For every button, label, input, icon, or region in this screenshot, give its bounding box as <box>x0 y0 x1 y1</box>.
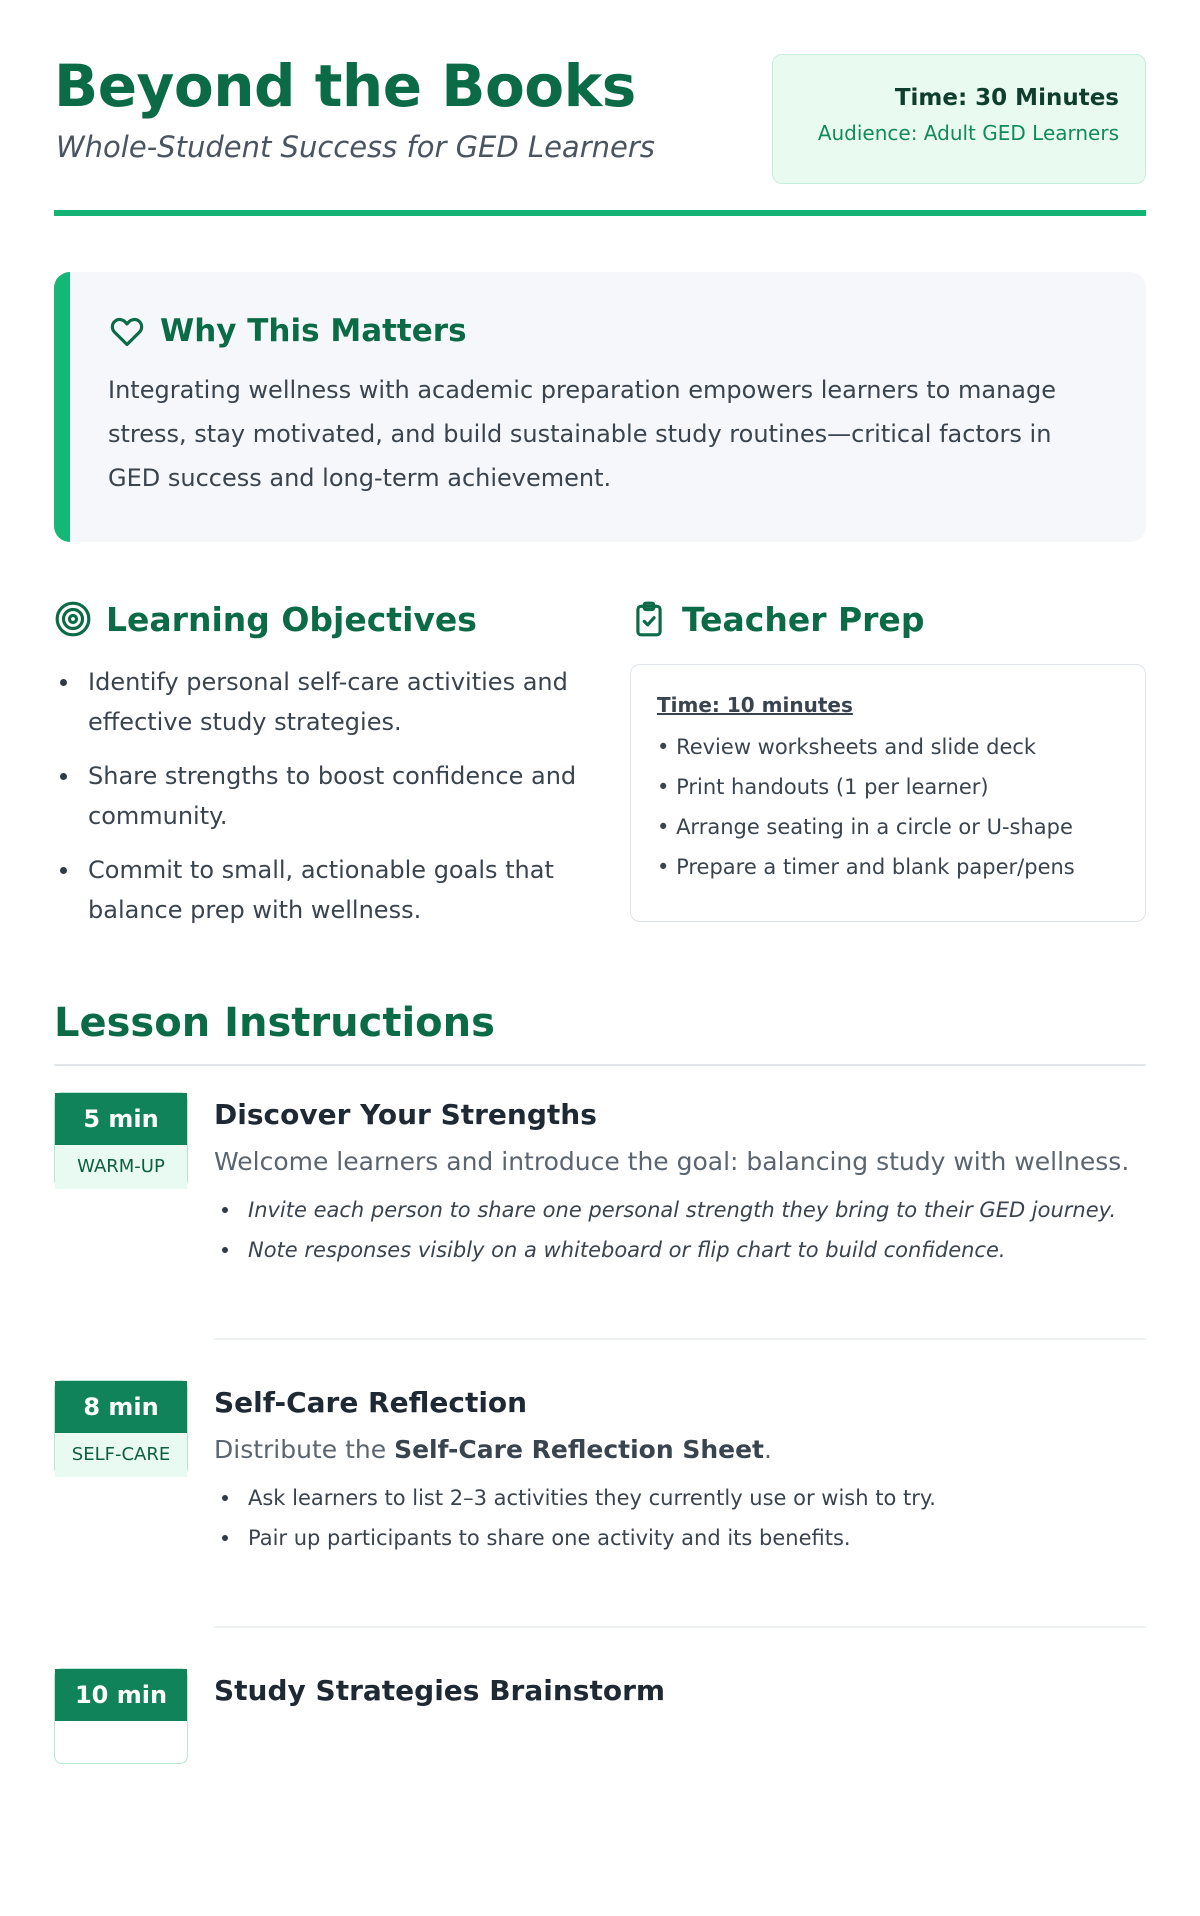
page-title: Beyond the Books <box>54 52 636 120</box>
target-icon <box>54 600 92 638</box>
step-title: Study Strategies Brainstorm <box>214 1674 666 1707</box>
prep-list <box>657 727 1119 887</box>
list-item: • Review worksheets and slide deck <box>657 727 1119 767</box>
list-item: Commit to small, actionable goals that balance prep with wellness. <box>54 850 594 930</box>
step-duration: 8 min <box>55 1381 187 1433</box>
step-body <box>214 1098 1146 1270</box>
list-item: Identify personal self-care activities and effective study strategies. <box>54 662 594 742</box>
step-desc-pre: Distribute the <box>214 1435 395 1464</box>
step-badge <box>54 1380 188 1476</box>
step-desc-post: . <box>764 1435 772 1464</box>
step-description <box>214 1435 1146 1464</box>
step-bullets <box>214 1190 1146 1270</box>
why-this-matters-box <box>54 272 1146 542</box>
step-title: Self-Care Reflection <box>214 1386 528 1419</box>
lesson-divider <box>54 1064 1146 1066</box>
step-duration: 5 min <box>55 1093 187 1145</box>
step-body <box>214 1674 1146 1707</box>
why-header <box>108 312 1096 350</box>
lesson-duration: Time: 30 Minutes <box>894 85 1119 111</box>
list-item: • Prepare a timer and blank paper/pens <box>657 847 1119 887</box>
learning-objectives-section <box>54 598 594 944</box>
prep-time: Time: 10 minutes <box>657 693 853 717</box>
teacher-prep-section <box>630 598 1146 922</box>
header-divider <box>54 210 1146 216</box>
step-body <box>214 1386 1146 1558</box>
step-title: Discover Your Strengths <box>214 1098 597 1131</box>
step-duration: 10 min <box>55 1669 187 1721</box>
list-item: Share strengths to boost confidence and community. <box>54 756 594 836</box>
list-item: Pair up participants to share one activity and its benefits. <box>214 1518 1146 1558</box>
clipboard-check-icon <box>630 600 668 638</box>
lesson-audience: Audience: Adult GED Learners <box>817 121 1119 145</box>
step-description: Welcome learners and introduce the goal: balancing study with wellness. <box>214 1147 1130 1176</box>
objectives-prep-row <box>54 598 1146 968</box>
learning-objectives-header <box>54 598 594 640</box>
lesson-step <box>54 1380 1146 1628</box>
why-title: Why This Matters <box>160 313 467 349</box>
step-tag: WARM-UP <box>55 1145 187 1189</box>
teacher-prep-header <box>630 598 1146 640</box>
lesson-step <box>54 1092 1146 1340</box>
header <box>54 0 1146 218</box>
heart-icon <box>108 312 146 350</box>
objectives-list <box>54 662 594 930</box>
step-divider <box>214 1338 1146 1340</box>
list-item: • Print handouts (1 per learner) <box>657 767 1119 807</box>
teacher-prep-title: Teacher Prep <box>682 599 925 639</box>
list-item: Note responses visibly on a whiteboard or flip chart to build confidence. <box>214 1230 1146 1270</box>
list-item: Ask learners to list 2–3 activities they currently use or wish to try. <box>214 1478 1146 1518</box>
why-body: Integrating wellness with academic preparation empowers learners to manage stress, stay motivated, and build sustainable study routines—critical factors in GED success and long-term achievement. <box>108 376 1056 492</box>
step-badge <box>54 1668 188 1764</box>
learning-objectives-title: Learning Objectives <box>106 599 477 639</box>
handout-name: Self-Care Reflection Sheet <box>394 1435 764 1464</box>
lesson-step <box>54 1668 1146 1916</box>
list-item: • Arrange seating in a circle or U-shape <box>657 807 1119 847</box>
step-bullets <box>214 1478 1146 1558</box>
list-item: Invite each person to share one personal strength they bring to their GED journey. <box>214 1190 1146 1230</box>
lesson-meta-box <box>772 54 1146 184</box>
lesson-instructions-title: Lesson Instructions <box>54 1000 495 1046</box>
teacher-prep-box <box>630 664 1146 922</box>
step-tag: SELF-CARE <box>55 1433 187 1477</box>
page-subtitle: Whole-Student Success for GED Learners <box>56 130 655 164</box>
step-badge <box>54 1092 188 1188</box>
step-divider <box>214 1626 1146 1628</box>
